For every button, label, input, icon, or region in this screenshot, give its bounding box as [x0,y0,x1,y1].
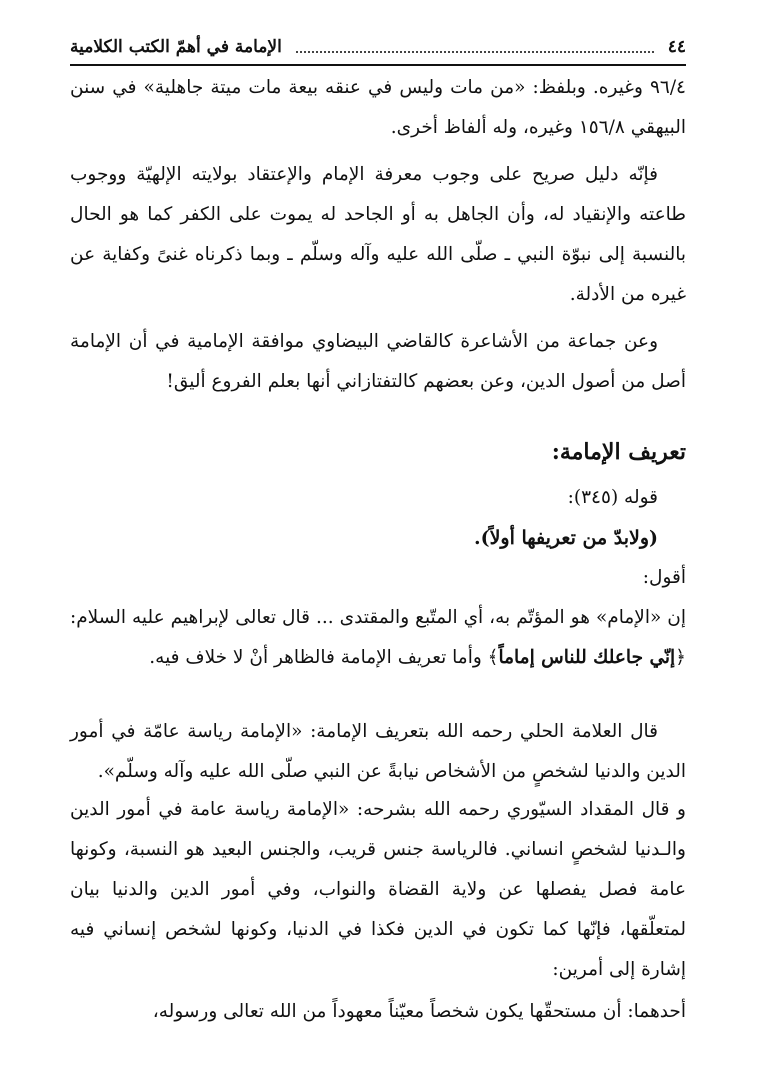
body-paragraph-3: و قال المقداد السيّوري رحمه الله بشرحه: «الإمامة رياسة عامة في أمور الدين والـدنيا لشخصٍ انساني. فالرياسة جنس قريب، والجنس البعيد هو النسبة، وكونها عامة فصل يفصلها عن ولاية القضاة والنواب، وفي أمور الدين والدنيا بيان لمتعلّقها، فإنّها كما تكون في الدين فكذا في الدنيا، وكونها لشخص إنساني فيه إشارة إلى أمرين: [70,799,686,980]
body-paragraph-1 [70,598,686,678]
paragraph-2: فإنّه دليل صريح على وجوب معرفة الإمام والإعتقاد بولايته الإلهيّة ووجوب طاعته والإنقياد له، وأن الجاهل به أو الجاحد له يموت على الكفر كما هو الحال بالنسبة إلى نبوّة النبي ـ صلّى الله عليه وآله وسلّم ـ وبما ذكرناه غنىً وكفاية عن غيره من الأدلة. [70,164,686,305]
header-dotted-leader [296,50,654,53]
quote-reference: قوله (٣٤٥): [567,487,658,508]
paragraph-3: وعن جماعة من الأشاعرة كالقاضي البيضاوي موافقة الإمامية في أن الإمامة أصل من أصول الدين، وعن بعضهم كالتفتازاني أنها بعلم الفروع أليق! [70,331,686,392]
page-header [70,30,686,66]
running-title: الإمامة في أهمّ الكتب الكلامية [70,37,282,57]
aqulu-label: أقول: [642,567,686,588]
section-heading: تعريف الإمامة: [551,439,686,465]
page-number: ٤٤ [667,37,686,57]
quoted-text: (ولابدّ من تعريفها أولاً). [473,527,658,549]
body-paragraph-4: أحدهما: أن مستحقّها يكون شخصاً معيّناً معهوداً من الله تعالى ورسوله، [152,1001,686,1022]
quranic-phrase: إنّي جاعلك للناس إماماً [498,647,676,668]
body-paragraph-2: قال العلامة الحلي رحمه الله بتعريف الإمامة: «الإمامة رياسة عامّة في أمور الدين والدنيا لشخصٍ من الأشخاص نيابةً عن النبي صلّى الله عليه وآله وسلّم». [70,721,686,782]
body-paragraph-1-text: إن «الإمام» هو المؤتّم به، أي المتّبع والمقتدى ... قال تعالى لإبراهيم عليه السلام: ﴿إنّي جاعلك للناس إماماً﴾ وأما تعريف الإمامة فالظاهر أنْ لا خلاف فيه. [70,607,686,668]
paragraph-1: ٩٦/٤ وغيره. وبلفظ: «من مات وليس في عنقه بيعة مات ميتة جاهلية» في سنن البيهقي ١٥٦/٨ وغيره، وله ألفاظ أخرى. [70,77,686,138]
